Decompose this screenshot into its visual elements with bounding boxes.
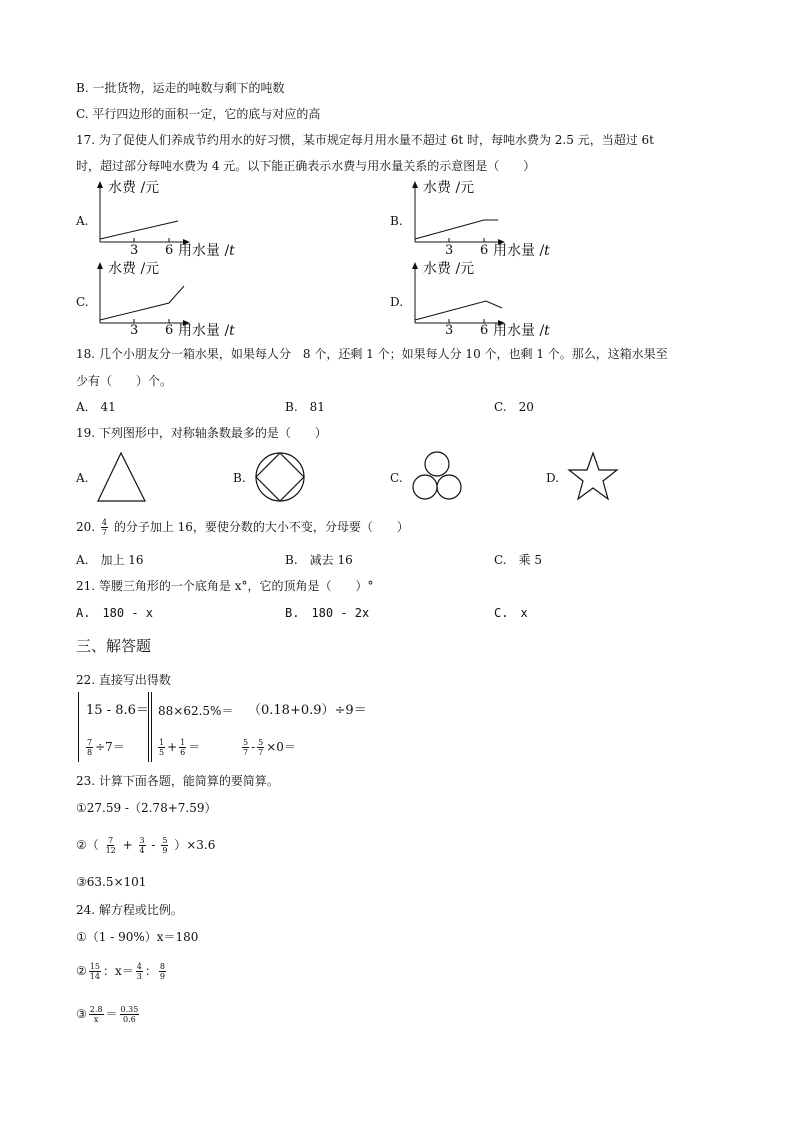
q22-expr-4: $\frac{7}{8}$ ÷7＝ xyxy=(87,738,125,757)
q22-expr-5: $\frac{1}{5}$ + $\frac{1}{6}$ ＝ xyxy=(159,738,201,757)
q22-expr-6: $\frac{5}{7}$ - $\frac{5}{7}$ ×0＝ xyxy=(243,738,296,757)
divider-left xyxy=(78,692,79,762)
q20-option-b: B. 减去 16 xyxy=(285,553,353,567)
graph-c-xlabel: 用水量 /t xyxy=(178,323,235,339)
q19-stem: 19. 下列图形中，对称轴条数最多的是（ ） xyxy=(76,426,327,440)
graph-a-xlabel: 用水量 /t xyxy=(178,243,235,259)
section-title: 三、解答题 xyxy=(76,637,152,655)
q21-option-b: B. 180 - 2x xyxy=(285,606,370,620)
graph-d-ylabel: 水费 /元 xyxy=(423,261,475,277)
q19-label-d: D. xyxy=(546,471,560,485)
q23-item-2: ②（ $\frac{7}{12}$ + $\frac{3}{4}$ - $\frac{5}{9}$ ）×3.6 xyxy=(76,836,216,855)
graph-b-tick-3: 3 xyxy=(445,243,454,258)
q22-expr-3: （0.18+0.9）÷9＝ xyxy=(248,703,367,718)
q24-stem: 24. 解方程或比例。 xyxy=(76,903,183,917)
graph-a-tick-3: 3 xyxy=(130,243,139,258)
q18-option-b: B. 81 xyxy=(285,400,325,414)
graph-d-xlabel: 用水量 /t xyxy=(493,323,550,339)
three-circles-shape xyxy=(409,451,467,508)
q23-item-3: ③63.5×101 xyxy=(76,875,147,889)
q20-stem: 20. $\frac{4}{7}$ 的分子加上 16，要使分数的大小不变，分母要（ ） xyxy=(76,518,409,537)
q22-expr-2: 88×62.5%＝ xyxy=(158,704,234,718)
q22-expr-1: 15 - 8.6＝ xyxy=(86,703,149,718)
graph-b-ylabel: 水费 /元 xyxy=(423,180,475,196)
graph-line xyxy=(415,301,502,320)
q21-option-c: C. x xyxy=(494,606,528,620)
q17-label-b: B. xyxy=(390,214,403,228)
q18-option-a: A. 41 xyxy=(76,400,116,414)
graph-c-tick-6: 6 xyxy=(165,323,174,338)
q17-label-a: A. xyxy=(76,214,89,228)
q24-item-2: ② $\frac{15}{14}$ ：x＝ $\frac{4}{3}$ ： $\frac{8}{9}$ xyxy=(76,962,165,981)
divider-middle-2 xyxy=(151,692,152,762)
q23-stem: 23. 计算下面各题，能简算的要简算。 xyxy=(76,774,279,788)
graph-b-xlabel: 用水量 /t xyxy=(493,243,550,259)
graph-line xyxy=(100,286,184,320)
graph-a-ylabel: 水费 /元 xyxy=(108,180,160,196)
q19-label-c: C. xyxy=(390,471,403,485)
q21-stem: 21. 等腰三角形的一个底角是 x°，它的顶角是（ ）° xyxy=(76,579,374,593)
triangle-shape xyxy=(96,451,148,506)
circle-with-square-shape xyxy=(254,451,308,508)
graph-line xyxy=(100,221,178,239)
graph-d-tick-3: 3 xyxy=(445,323,454,338)
fraction-4-7: $\frac{4}{7}$ xyxy=(101,518,108,537)
graph-line xyxy=(415,220,498,239)
q24-item-1: ①（1 - 90%）x＝180 xyxy=(76,930,199,944)
graph-c-ylabel: 水费 /元 xyxy=(108,261,160,277)
q23-item-1: ①27.59 -（2.78+7.59） xyxy=(76,801,217,815)
q18-stem-line2: 少有（ ）个。 xyxy=(76,374,173,388)
q21-option-a: A. 180 - x xyxy=(76,606,154,620)
graph-c-tick-3: 3 xyxy=(130,323,139,338)
graph-a-tick-6: 6 xyxy=(165,243,174,258)
q17-stem-line2: 时，超过部分每吨水费为 4 元。以下能正确表示水费与用水量关系的示意图是（ ） xyxy=(76,159,536,173)
graph-d-tick-6: 6 xyxy=(480,323,489,338)
q24-item-3: ③ $\frac{2.8}{x}$ ＝ $\frac{0.35}{0.6}$ xyxy=(76,1005,139,1024)
q19-label-a: A. xyxy=(76,471,89,485)
q16-option-c: C. 平行四边形的面积一定，它的底与对应的高 xyxy=(76,107,321,121)
q16-option-b: B. 一批货物，运走的吨数与剩下的吨数 xyxy=(76,81,285,95)
q17-stem-line1: 17. 为了促使人们养成节约用水的好习惯，某市规定每月用水量不超过 6t 时，每吨水费为 2.5 元，当超过 6t xyxy=(76,133,654,147)
q20-option-c: C. 乘 5 xyxy=(494,553,543,567)
q17-label-c: C. xyxy=(76,295,89,309)
q19-label-b: B. xyxy=(233,471,246,485)
q18-option-c: C. 20 xyxy=(494,400,534,414)
star-shape xyxy=(566,451,620,508)
q20-option-a: A. 加上 16 xyxy=(76,553,144,567)
graph-b-tick-6: 6 xyxy=(480,243,489,258)
q22-stem: 22. 直接写出得数 xyxy=(76,673,171,687)
q17-label-d: D. xyxy=(390,295,404,309)
q18-stem-line1: 18. 几个小朋友分一箱水果，如果每人分 8 个，还剩 1 个；如果每人分 10 个，也剩 1 个。那么，这箱水果至 xyxy=(76,347,668,361)
